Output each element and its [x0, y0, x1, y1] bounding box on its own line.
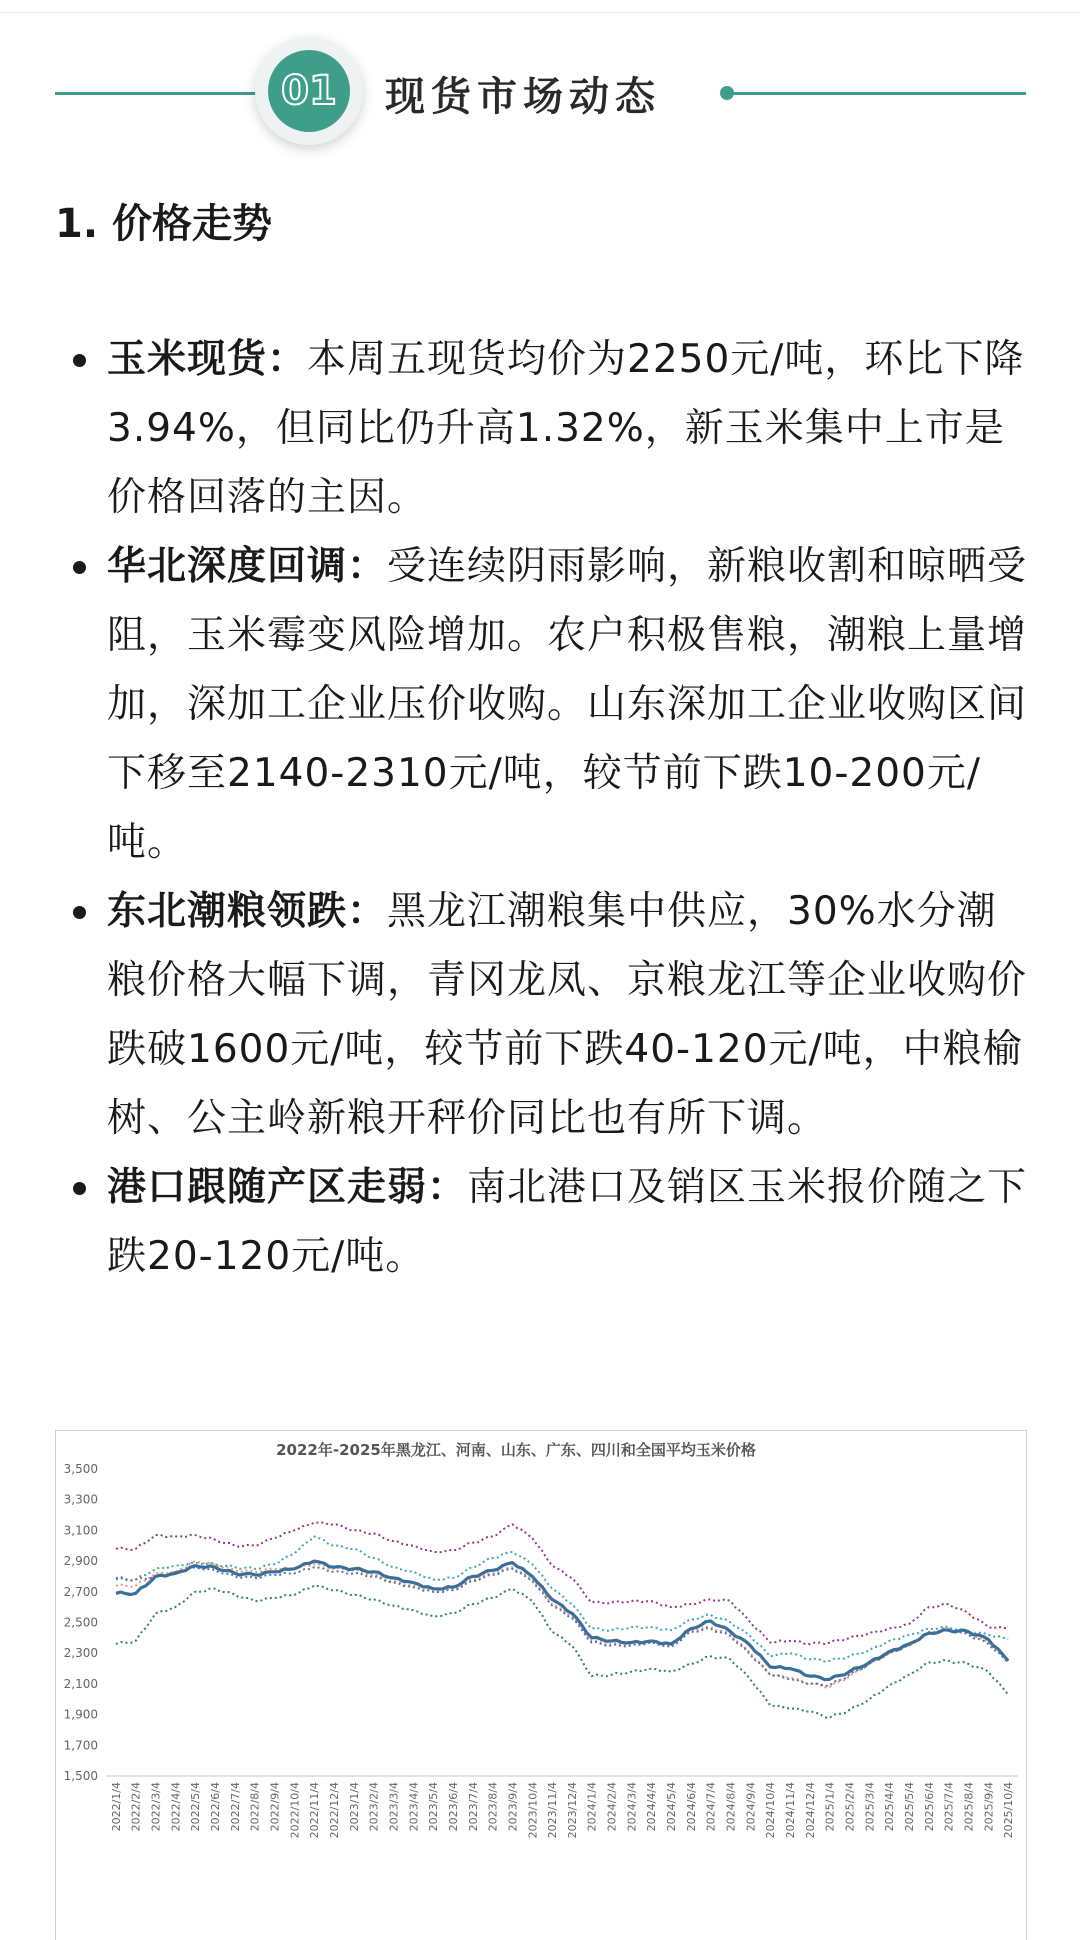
x-tick-label: 2024/2/4	[605, 1782, 619, 1832]
chart-title: 2022年-2025年黑龙江、河南、山东、广东、四川和全国平均玉米价格	[276, 1441, 756, 1459]
bullet-list	[55, 325, 1030, 1291]
x-tick-label: 2023/4/4	[407, 1782, 421, 1832]
bullet-text: 黑龙江潮粮集中供应，30%水分潮粮价格大幅下调，青冈龙凤、京粮龙江等企业收购价跌破1600元/吨，较节前下跌40-120元/吨，中粮榆树、公主岭新粮开秤价同比也有所下调。	[107, 889, 1028, 1141]
x-tick-label: 2025/3/4	[863, 1782, 877, 1832]
y-tick-label: 2,300	[63, 1646, 98, 1661]
bullet-label: 玉米现货：	[107, 337, 308, 382]
x-tick-label: 2022/1/4	[109, 1782, 123, 1832]
header-line-left	[55, 92, 270, 95]
x-tick-label: 2025/1/4	[823, 1782, 837, 1832]
y-tick-label: 2,900	[63, 1554, 98, 1569]
x-tick-label: 2022/6/4	[209, 1782, 223, 1832]
x-tick-label: 2024/12/4	[803, 1782, 817, 1839]
x-tick-label: 2024/10/4	[764, 1782, 778, 1839]
x-tick-label: 2023/8/4	[486, 1782, 500, 1832]
x-tick-label: 2024/4/4	[645, 1782, 659, 1832]
x-tick-label: 2023/2/4	[367, 1782, 381, 1832]
chart-svg	[56, 1431, 1026, 1940]
x-tick-label: 2022/9/4	[268, 1782, 282, 1832]
x-tick-label: 2025/7/4	[942, 1782, 956, 1832]
series-line-河南	[116, 1567, 1008, 1686]
bullet-label: 华北深度回调：	[107, 544, 388, 589]
y-tick-label: 1,500	[63, 1769, 98, 1783]
x-tick-label: 2025/9/4	[982, 1782, 996, 1832]
x-tick-label: 2023/12/4	[565, 1782, 579, 1839]
x-tick-label: 2025/4/4	[883, 1782, 897, 1832]
x-tick-label: 2025/6/4	[922, 1782, 936, 1832]
bullet-label: 港口跟随产区走弱：	[107, 1165, 468, 1210]
x-tick-label: 2024/7/4	[704, 1782, 718, 1832]
price-chart	[55, 1430, 1027, 1940]
bullet-item	[55, 1153, 1030, 1291]
bullet-item	[55, 325, 1030, 532]
x-tick-label: 2022/8/4	[248, 1782, 262, 1832]
x-tick-label: 2022/7/4	[228, 1782, 242, 1832]
section-number-badge	[268, 50, 350, 132]
x-tick-label: 2023/10/4	[526, 1782, 540, 1839]
bullet-text: 南北港口及销区玉米报价随之下跌20-120元/吨。	[107, 1165, 1028, 1279]
x-tick-label: 2025/2/4	[843, 1782, 857, 1832]
badge-number: 01	[281, 68, 337, 114]
series-line-山东	[116, 1561, 1008, 1687]
y-tick-label: 3,500	[63, 1462, 98, 1476]
bullet-text: 本周五现货均价为2250元/吨，环比下降3.94%，但同比仍升高1.32%，新玉米集中上市是价格回落的主因。	[107, 337, 1025, 520]
series-line-全国	[116, 1561, 1008, 1680]
x-tick-label: 2024/11/4	[784, 1782, 797, 1839]
x-tick-label: 2022/5/4	[189, 1782, 203, 1832]
x-tick-label: 2022/2/4	[129, 1782, 143, 1832]
x-tick-label: 2024/5/4	[665, 1782, 679, 1832]
series-line-四川	[116, 1537, 1008, 1662]
bullet-label: 东北潮粮领跌：	[107, 889, 388, 934]
x-tick-label: 2022/11/4	[308, 1782, 322, 1839]
bullet-text: 受连续阴雨影响，新粮收割和晾晒受阻，玉米霉变风险增加。农户积极售粮，潮粮上量增加，深加工企业压价收购。山东深加工企业收购区间下移至2140-2310元/吨，较节前下跌10-200元/吨。	[107, 544, 1028, 865]
bullet-item	[55, 877, 1030, 1153]
x-tick-label: 2025/8/4	[962, 1782, 976, 1832]
x-tick-label: 2025/10/4	[1002, 1782, 1016, 1839]
x-tick-label: 2023/7/4	[466, 1782, 480, 1832]
y-tick-label: 3,100	[63, 1523, 98, 1538]
x-tick-label: 2023/3/4	[387, 1782, 401, 1832]
x-tick-label: 2024/1/4	[585, 1782, 599, 1832]
x-tick-label: 2023/1/4	[347, 1782, 361, 1832]
x-tick-label: 2023/11/4	[546, 1782, 560, 1839]
x-tick-label: 2024/3/4	[625, 1782, 639, 1832]
subsection-title: 1. 价格走势	[55, 201, 272, 247]
x-tick-label: 2022/4/4	[169, 1782, 183, 1832]
x-tick-label: 2025/5/4	[902, 1782, 916, 1832]
x-tick-label: 2022/10/4	[288, 1782, 302, 1839]
y-tick-label: 2,500	[63, 1615, 98, 1630]
x-tick-label: 2023/5/4	[427, 1782, 441, 1832]
x-tick-label: 2023/9/4	[506, 1782, 520, 1832]
header-line-right	[726, 92, 1026, 95]
series-line-广东	[116, 1522, 1008, 1644]
x-tick-label: 2023/6/4	[446, 1782, 460, 1832]
x-tick-label: 2022/3/4	[149, 1782, 163, 1832]
y-tick-label: 3,300	[63, 1492, 98, 1507]
y-tick-label: 1,900	[63, 1707, 98, 1722]
bullet-item	[55, 532, 1030, 877]
x-tick-label: 2022/12/4	[328, 1782, 341, 1839]
y-tick-label: 2,100	[63, 1676, 98, 1691]
header-title: 现货市场动态	[385, 74, 661, 120]
y-tick-label: 1,700	[63, 1738, 98, 1753]
x-tick-label: 2024/9/4	[744, 1782, 758, 1832]
x-tick-label: 2024/8/4	[724, 1782, 738, 1832]
x-tick-label: 2024/6/4	[684, 1782, 698, 1832]
section-header	[0, 0, 1080, 190]
y-tick-label: 2,700	[63, 1584, 98, 1599]
